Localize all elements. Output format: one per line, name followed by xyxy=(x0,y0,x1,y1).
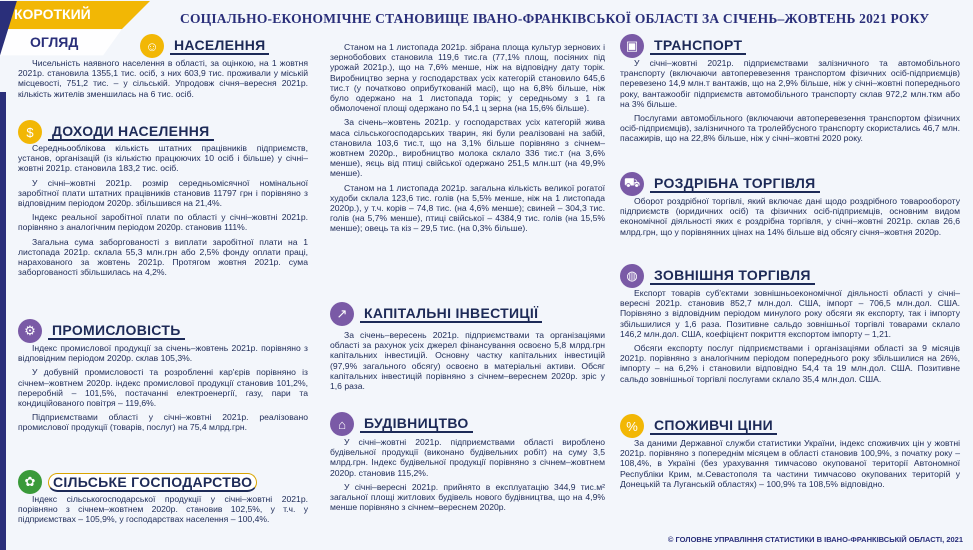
money-icon: $ xyxy=(18,120,42,144)
transport-icon: ▣ xyxy=(620,34,644,58)
section-title-construction: БУДІВНИЦТВО xyxy=(360,415,473,433)
section-title-industry: ПРОМИСЛОВІСТЬ xyxy=(48,322,185,340)
section-title-transport: ТРАНСПОРТ xyxy=(650,37,746,55)
industry-text: Індекс промислової продукції за січень–жовтень 2021р. порівняно з відповідним періодом 2020р. склав 105,3%. У добувній промисловості та розробленні кар'єрів порівняно із січнем–жовтнем 2020р. індекс промислової продукції становив 101,2%, переробній – 101,5%, постачанні електроенергії, газу, пари та кондиційованого повітря – 119,6%. Підприємствами області у січні–жовтні 2021р. реалізовано промислової продукції (товарів, послуг) на 75,4 млрд.грн. xyxy=(18,343,308,433)
retail-text: Оборот роздрібної торгівлі, який включає дані щодо роздрібного товарообороту підприємств (юридичних осіб) та фізичних осіб-підприємців, основним видом економічної діяльності яких є роздрібна торгівля, у січні–жовтні 2021р. склав 26,6 млрд.грн, що у порівнянних цінах на 14% більше від обсягу січня–жовтня 2020р. xyxy=(620,196,960,237)
foreign-text: Експорт товарів суб'єктами зовнішньоекономічної діяльності області у січні–вересні 2021р. становив 852,7 млн.дол. США, імпорт – 706,5 млн.дол. США. Порівняно з відповідним періодом минулого року обсяги як експорту, так і імпорту збільшилися у 1,6 раза. Позитивне сальдо зовнішньої торгівлі товарами склало 146,2 млн.дол. США, коефіцієнт покриття експортом імпорту – 1,21. Обсяги експорту послуг підприємствами і організаціями області за 9 місяців 2021р. порівняно з аналогічним періодом попереднього року збільшилися на 26%, імпорту – на 6,2% і становили відповідно 54,4 та 19 млн.дол. США. Позитивне сальдо зовнішньої торгівлі послугами склало 35,4 млн.дол. США. xyxy=(620,288,960,384)
construction-icon: ⌂ xyxy=(330,412,354,436)
agriculture-text-1: Індекс сільськогосподарської продукції у січні–жовтні 2021р. порівняно з січнем–жовтнем 2020р. становив 102,5%, у т.ч. у підприємствах – 105,9%, у господарствах населення – 100,4%. xyxy=(18,494,308,525)
section-header-foreign xyxy=(620,264,815,288)
income-text: Середньооблікова кількість штатних працівників підприємств, установ, організацій (із кількістю працюючих 10 осіб і більше) у січні–жовтні 2021р. становила 183,2 тис. осіб. У січні–жовтні 2021р. розмір середньомісячної номінальної заробітної плати штатних працівників становив 11797 грн і порівняно з відповідним періодом 2020р. збільшився на 21,4%. Індекс реальної заробітної плати по області у січні–жовтні 2021р. порівняно з аналогічним періодом 2020р. становив 111%. Загальна сума заборгованості з виплати заробітної плати на 1 листопада 2021р. склала 55,3 млн.грн або 2,5% фонду оплати праці, нарахованого за жовтень 2021р. Протягом жовтня 2021р. сума заборгованості збільшилась на 4,2%. xyxy=(18,143,308,278)
section-header-population xyxy=(140,34,269,58)
investment-text: За січень–вересень 2021р. підприємствами та організаціями області за рахунок усіх джерел фінансування освоєно 5,8 млрд.грн капітальних інвестицій. Основну частку капітальних інвестицій (97,9% загального обсягу) освоєно в матеріальні активи. Обсяг капітальних інвестицій порівняно з січнем–вереснем 2020р. зріс у 1,6 раза. xyxy=(330,330,605,392)
section-title-agriculture: СІЛЬСЬКЕ ГОСПОДАРСТВО xyxy=(48,473,257,492)
section-header-transport xyxy=(620,34,746,58)
investment-icon: ↗ xyxy=(330,302,354,326)
badge-line2: ОГЛЯД xyxy=(30,34,79,50)
globe-icon: ◍ xyxy=(620,264,644,288)
price-icon: % xyxy=(620,414,644,438)
section-header-income xyxy=(18,120,214,144)
section-title-investment: КАПІТАЛЬНІ ІНВЕСТИЦІЇ xyxy=(360,305,542,323)
section-title-population: НАСЕЛЕННЯ xyxy=(170,37,269,55)
page-title: СОЦІАЛЬНО-ЕКОНОМІЧНЕ СТАНОВИЩЕ ІВАНО-ФРАНКІВСЬКОЇ ОБЛАСТІ ЗА СІЧЕНЬ–ЖОВТЕНЬ 2021 РОКУ xyxy=(180,11,930,26)
section-header-industry xyxy=(18,319,185,343)
people-icon: ☺ xyxy=(140,34,164,58)
footer-copyright: © ГОЛОВНЕ УПРАВЛІННЯ СТАТИСТИКИ В ІВАНО-ФРАНКІВСЬКІЙ ОБЛАСТІ, 2021 xyxy=(667,535,963,544)
section-header-agriculture xyxy=(18,470,257,494)
transport-text: У січні–жовтні 2021р. підприємствами залізничного та автомобільного транспорту (включаючи автоперевезення транспортом фізичних осіб-підприємців) перевезено 14,9 млн.т вантажів, що на 2,9% більше, ніж у січні–жовтні попереднього року, вантажообіг підприємств автомобільного транспорту склав 972,2 млн.ткм або на 3% більше. Послугами автомобільного (включаючи автоперевезення транспортом фізичних осіб-підприємців), залізничного та тролейбусного транспорту скористались 46,7 млн. пасажирів, що на 22,8% більше, ніж у січні–жовтні 2020 року. xyxy=(620,58,960,144)
section-header-construction xyxy=(330,412,473,436)
tractor-icon: ✿ xyxy=(18,470,42,494)
section-title-income: ДОХОДИ НАСЕЛЕННЯ xyxy=(48,123,214,141)
cart-icon: ⛟ xyxy=(620,172,644,196)
section-title-foreign: ЗОВНІШНЯ ТОРГІВЛЯ xyxy=(650,267,815,285)
factory-icon: ⚙ xyxy=(18,319,42,343)
section-header-consumer xyxy=(620,414,777,438)
consumer-text: За даними Державної служби статистики України, індекс споживчих цін у жовтні 2021р. порівняно з попереднім місяцем в області становив 100,9%, з початку року – 108,4%, в Україні (без урахування тимчасово окупованої території Автономної Республіки Крим, м.Севастополя та частини тимчасово окупованих територій у Донецькій та Луганській областях) – 100,9% та 108,5% відповідно. xyxy=(620,438,960,489)
construction-text: У січні–жовтні 2021р. підприємствами області вироблено будівельної продукції (виконано будівельних робіт) на суму 3,5 млрд.грн. Індекс будівельної продукції порівняно з січнем–жовтнем 2020р. становив 115,2%. У січні–вересні 2021р. прийнято в експлуатацію 344,9 тис.м² загальної площі житлових будівель нового будівництва, що на 4,9% менше порівняно з січнем–вереснем 2020р. xyxy=(330,437,605,513)
badge-line1: КОРОТКИЙ xyxy=(14,6,91,22)
section-title-retail: РОЗДРІБНА ТОРГІВЛЯ xyxy=(650,175,820,193)
section-title-consumer: СПОЖИВЧІ ЦІНИ xyxy=(650,417,777,435)
section-header-investment xyxy=(330,302,542,326)
section-header-retail xyxy=(620,172,820,196)
population-text: Чисельність наявного населення в області, за оцінкою, на 1 жовтня 2021р. становила 1355,1 тис. осіб, з них 603,9 тис. проживали у міській місцевості, 751,2 тис. – у сільській. Упродовж січня–вересня 2021р. кількість жителів зменшилась на 6 тис. осіб. xyxy=(18,58,308,99)
left-strip xyxy=(0,92,6,550)
agriculture-text-2: Станом на 1 листопада 2021р. зібрана площа культур зернових і зернобобових становила 119,6 тис.га (77,1% площ, посіяних під урожай 2021р.), що на 7,6% менше, ніж на відповідну дату торік. Виробництво зерна у господарствах усіх категорій становило 645,6 тис.т (у початково оприбуткованій масі), що на 6,8% більше, ніж було одержано на 1 листопада торік; у середньому з 1 га обмолоченої площі одержано по 54,1 ц зерна (на 15,6% більше). За січень–жовтень 2021р. у господарствах усіх категорій жива маса сільськогосподарських тварин, які були реалізовані на забій, становила 103,6 тис.т, що на 3,1% більше порівняно з січнем–жовтнем 2020р., виробництво молока склало 336 тис.т (на 3,6% менше), яєць від птиці свійської одержано 251,5 млн.шт (на 49,9% менше). Станом на 1 листопада 2021р. загальна кількість великої рогатої худоби склала 123,6 тис. голів (на 5,5% менше, ніж на 1 листопада 2020р.), у т.ч. корів – 74,8 тис. (на 4,6% менше); свиней – 304,3 тис. голів (на 5,7% менше), птиці свійської – 4384,9 тис. голів (на 15,5% менше); овець та кіз – 29,5 тис. (на 0,3% більше). xyxy=(330,42,605,234)
